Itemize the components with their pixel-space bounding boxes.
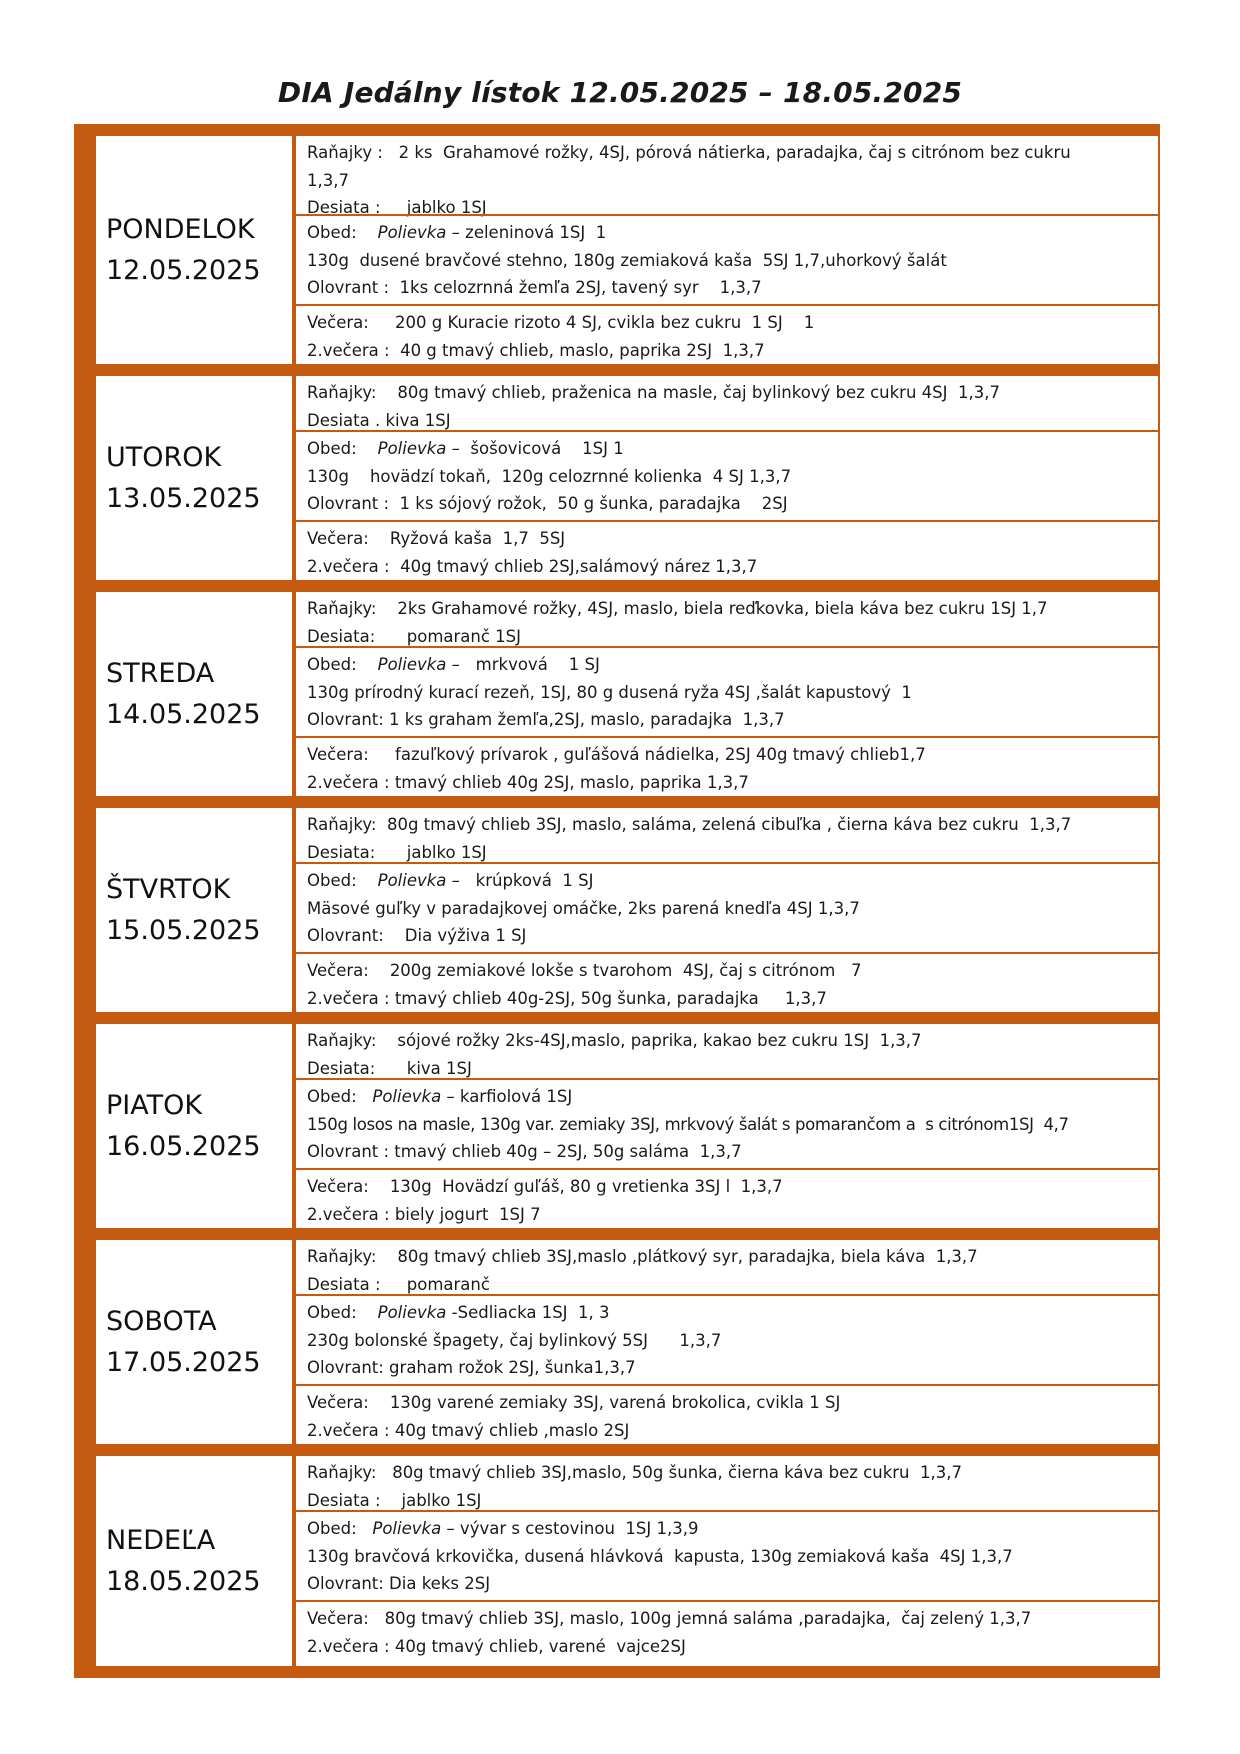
snack-line: Desiata: kiva 1SJ <box>307 1058 472 1078</box>
title-date-from: 12.05.2025 <box>569 76 749 109</box>
lunch-main-line: 130g dusené bravčové stehno, 180g zemiaková kaša 5SJ 1,7,uhorkový šalát <box>307 250 947 270</box>
breakfast-cell <box>294 1022 1160 1080</box>
day-row-tuesday <box>94 374 1160 582</box>
soup-text: – karfiolová 1SJ <box>441 1087 573 1106</box>
day-name-cell <box>94 590 294 798</box>
day-row-wednesday <box>94 590 1160 798</box>
lunch-soup-line <box>307 1083 1158 1111</box>
soup-label: Polievka <box>377 1303 447 1322</box>
lunch-prefix: Obed: <box>307 223 378 242</box>
title-text: Jedálny lístok <box>343 76 560 109</box>
soup-label: Polievka <box>377 439 447 458</box>
day-row-saturday <box>94 1238 1160 1446</box>
lunch-soup-line <box>307 867 1158 895</box>
lunch-cell <box>294 646 1160 738</box>
day-name: STREDA <box>106 658 215 689</box>
afternoon-snack-line: Olovrant: graham rožok 2SJ, šunka1,3,7 <box>307 1358 636 1377</box>
day-date: 17.05.2025 <box>106 1347 261 1378</box>
meals-cell <box>294 590 1160 798</box>
snack-line: Desiata: jablko 1SJ <box>307 842 487 862</box>
day-date: 15.05.2025 <box>106 915 261 946</box>
lunch-main-line: 150g losos na masle, 130g var. zemiaky 3SJ, mrkvový šalát s pomarančom a s citrónom1SJ 4,7 <box>307 1114 1069 1134</box>
soup-text: – šošovicová 1SJ 1 <box>446 439 624 458</box>
day-date: 16.05.2025 <box>106 1131 261 1162</box>
snack-line: Desiata: pomaranč 1SJ <box>307 626 522 646</box>
day-name-cell <box>94 1238 294 1446</box>
dinner-cell <box>294 520 1160 582</box>
dinner-cell <box>294 1168 1160 1230</box>
title-dia: DIA <box>277 76 334 109</box>
breakfast-cell <box>294 1238 1160 1296</box>
lunch-cell <box>294 1294 1160 1386</box>
breakfast-line: Raňajky: 80g tmavý chlieb, praženica na masle, čaj bylinkový bez cukru 4SJ 1,3,7 <box>307 383 1000 402</box>
day-name: ŠTVRTOK <box>106 874 231 905</box>
day-date: 12.05.2025 <box>106 255 261 286</box>
lunch-main-line: 130g bravčová krkovička, dusená hlávková kapusta, 130g zemiaková kaša 4SJ 1,3,7 <box>307 1546 1013 1566</box>
soup-text: – krúpková 1 SJ <box>446 871 594 890</box>
meals-cell <box>294 1238 1160 1446</box>
lunch-prefix: Obed: <box>307 1303 378 1322</box>
dinner-cell <box>294 736 1160 798</box>
breakfast-line: Raňajky: 80g tmavý chlieb 3SJ,maslo ,plátkový syr, paradajka, biela káva 1,3,7 <box>307 1247 978 1266</box>
lunch-prefix: Obed: <box>307 1087 373 1106</box>
day-name-cell <box>94 1022 294 1230</box>
day-name-cell <box>94 374 294 582</box>
soup-label: Polievka <box>372 1519 442 1538</box>
day-name: NEDEĽA <box>106 1525 216 1556</box>
lunch-cell <box>294 1078 1160 1170</box>
snack-line: Desiata : jablko 1SJ <box>307 1490 482 1510</box>
lunch-prefix: Obed: <box>307 655 378 674</box>
soup-label: Polievka <box>377 223 447 242</box>
day-date: 18.05.2025 <box>106 1566 261 1597</box>
day-name-cell <box>94 806 294 1014</box>
day-name: SOBOTA <box>106 1306 217 1337</box>
second-dinner-line: 2.večera : 40g tmavý chlieb 2SJ,salámový nárez 1,3,7 <box>307 556 758 576</box>
lunch-soup-line <box>307 219 1158 247</box>
lunch-prefix: Obed: <box>307 871 378 890</box>
soup-text: – vývar s cestovinou 1SJ 1,3,9 <box>441 1519 699 1538</box>
breakfast-cell <box>294 374 1160 432</box>
breakfast-line: Raňajky: 80g tmavý chlieb 3SJ,maslo, 50g šunka, čierna káva bez cukru 1,3,7 <box>307 1463 962 1482</box>
breakfast-cell <box>294 1454 1160 1512</box>
meals-cell <box>294 134 1160 366</box>
lunch-soup-line <box>307 435 1158 463</box>
day-date: 13.05.2025 <box>106 483 261 514</box>
day-row-monday <box>94 134 1160 366</box>
breakfast-cell <box>294 590 1160 648</box>
lunch-main-line: Mäsové guľky v paradajkovej omáčke, 2ks parená knedľa 4SJ 1,3,7 <box>307 898 860 918</box>
dinner-cell <box>294 952 1160 1014</box>
dinner-cell <box>294 1600 1160 1668</box>
lunch-main-line: 230g bolonské špagety, čaj bylinkový 5SJ 1,3,7 <box>307 1330 722 1350</box>
second-dinner-line: 2.večera : biely jogurt 1SJ 7 <box>307 1204 541 1224</box>
lunch-prefix: Obed: <box>307 439 378 458</box>
breakfast-cell <box>294 134 1160 216</box>
breakfast-line: Raňajky: 2ks Grahamové rožky, 4SJ, maslo, biela reďkovka, biela káva bez cukru 1SJ 1,7 <box>307 599 1048 618</box>
lunch-cell <box>294 1510 1160 1602</box>
afternoon-snack-line: Olovrant : tmavý chlieb 40g – 2SJ, 50g saláma 1,3,7 <box>307 1142 742 1161</box>
meals-cell <box>294 1454 1160 1668</box>
afternoon-snack-line: Olovrant : 1ks celozrnná žemľa 2SJ, tavený syr 1,3,7 <box>307 278 762 297</box>
second-dinner-line: 2.večera : tmavý chlieb 40g 2SJ, maslo, paprika 1,3,7 <box>307 772 749 792</box>
day-row-thursday <box>94 806 1160 1014</box>
meals-cell <box>294 806 1160 1014</box>
lunch-soup-line <box>307 1515 1158 1543</box>
day-row-sunday <box>94 1454 1160 1668</box>
day-name: UTOROK <box>106 442 222 473</box>
lunch-cell <box>294 430 1160 522</box>
day-name-cell <box>94 134 294 366</box>
lunch-soup-line <box>307 651 1158 679</box>
soup-text: -Sedliacka 1SJ 1, 3 <box>446 1303 610 1322</box>
soup-label: Polievka <box>372 1087 442 1106</box>
lunch-soup-line <box>307 1299 1158 1327</box>
second-dinner-line: 2.večera : 40g tmavý chlieb, varené vajce2SJ <box>307 1636 686 1656</box>
afternoon-snack-line: Olovrant: 1 ks graham žemľa,2SJ, maslo, paradajka 1,3,7 <box>307 710 785 729</box>
second-dinner-line: 2.večera : tmavý chlieb 40g-2SJ, 50g šunka, paradajka 1,3,7 <box>307 988 827 1008</box>
meals-cell <box>294 1022 1160 1230</box>
snack-line: Desiata : jablko 1SJ <box>307 198 487 217</box>
dinner-cell <box>294 304 1160 366</box>
afternoon-snack-line: Olovrant: Dia výživa 1 SJ <box>307 926 527 945</box>
dinner-cell <box>294 1384 1160 1446</box>
dinner-line: Večera: 200 g Kuracie rizoto 4 SJ, cvikla bez cukru 1 SJ 1 <box>307 313 815 332</box>
soup-text: – mrkvová 1 SJ <box>446 655 600 674</box>
soup-text: – zeleninová 1SJ 1 <box>446 223 607 242</box>
lunch-prefix: Obed: <box>307 1519 373 1538</box>
title-dash: – <box>758 76 773 109</box>
snack-line: Desiata . kiva 1SJ <box>307 410 451 430</box>
dinner-line: Večera: fazuľkový prívarok , guľášová nádielka, 2SJ 40g tmavý chlieb1,7 <box>307 745 926 764</box>
breakfast-cell <box>294 806 1160 864</box>
dinner-line: Večera: 200g zemiakové lokše s tvarohom 4SJ, čaj s citrónom 7 <box>307 961 862 980</box>
day-name: PONDELOK <box>106 214 255 245</box>
afternoon-snack-line: Olovrant: Dia keks 2SJ <box>307 1574 491 1593</box>
lunch-main-line: 130g hovädzí tokaň, 120g celozrnné kolienka 4 SJ 1,3,7 <box>307 466 792 486</box>
second-dinner-line: 2.večera : 40 g tmavý chlieb, maslo, paprika 2SJ 1,3,7 <box>307 340 765 360</box>
lunch-cell <box>294 862 1160 954</box>
day-date: 14.05.2025 <box>106 699 261 730</box>
title-date-to: 18.05.2025 <box>782 76 963 109</box>
dinner-line: Večera: Ryžová kaša 1,7 5SJ <box>307 529 566 548</box>
day-row-friday <box>94 1022 1160 1230</box>
breakfast-line: Raňajky : 2 ks Grahamové rožky, 4SJ, pórová nátierka, paradajka, čaj s citrónom bez cukru <box>307 143 1071 162</box>
breakfast-line: Raňajky: sójové rožky 2ks-4SJ,maslo, paprika, kakao bez cukru 1SJ 1,3,7 <box>307 1031 922 1050</box>
afternoon-snack-line: Olovrant : 1 ks sójový rožok, 50 g šunka, paradajka 2SJ <box>307 494 788 513</box>
dinner-line: Večera: 80g tmavý chlieb 3SJ, maslo, 100g jemná saláma ,paradajka, čaj zelený 1,3,7 <box>307 1609 1032 1628</box>
soup-label: Polievka <box>377 871 447 890</box>
dinner-line: Večera: 130g Hovädzí guľáš, 80 g vretienka 3SJ l 1,3,7 <box>307 1177 783 1196</box>
meals-cell <box>294 374 1160 582</box>
lunch-main-line: 130g prírodný kurací rezeň, 1SJ, 80 g dusená ryža 4SJ ,šalát kapustový 1 <box>307 682 912 702</box>
lunch-cell <box>294 214 1160 306</box>
day-name: PIATOK <box>106 1090 203 1121</box>
soup-label: Polievka <box>377 655 447 674</box>
page-title <box>0 76 1240 109</box>
menu-table <box>74 124 1160 1678</box>
snack-line: Desiata : pomaranč <box>307 1274 490 1294</box>
breakfast-line: Raňajky: 80g tmavý chlieb 3SJ, maslo, saláma, zelená cibuľka , čierna káva bez cukru 1,3,7 <box>307 815 1072 834</box>
day-name-cell <box>94 1454 294 1668</box>
breakfast-line: 1,3,7 <box>307 170 349 190</box>
second-dinner-line: 2.večera : 40g tmavý chlieb ,maslo 2SJ <box>307 1420 630 1440</box>
dinner-line: Večera: 130g varené zemiaky 3SJ, varená brokolica, cvikla 1 SJ <box>307 1393 841 1412</box>
